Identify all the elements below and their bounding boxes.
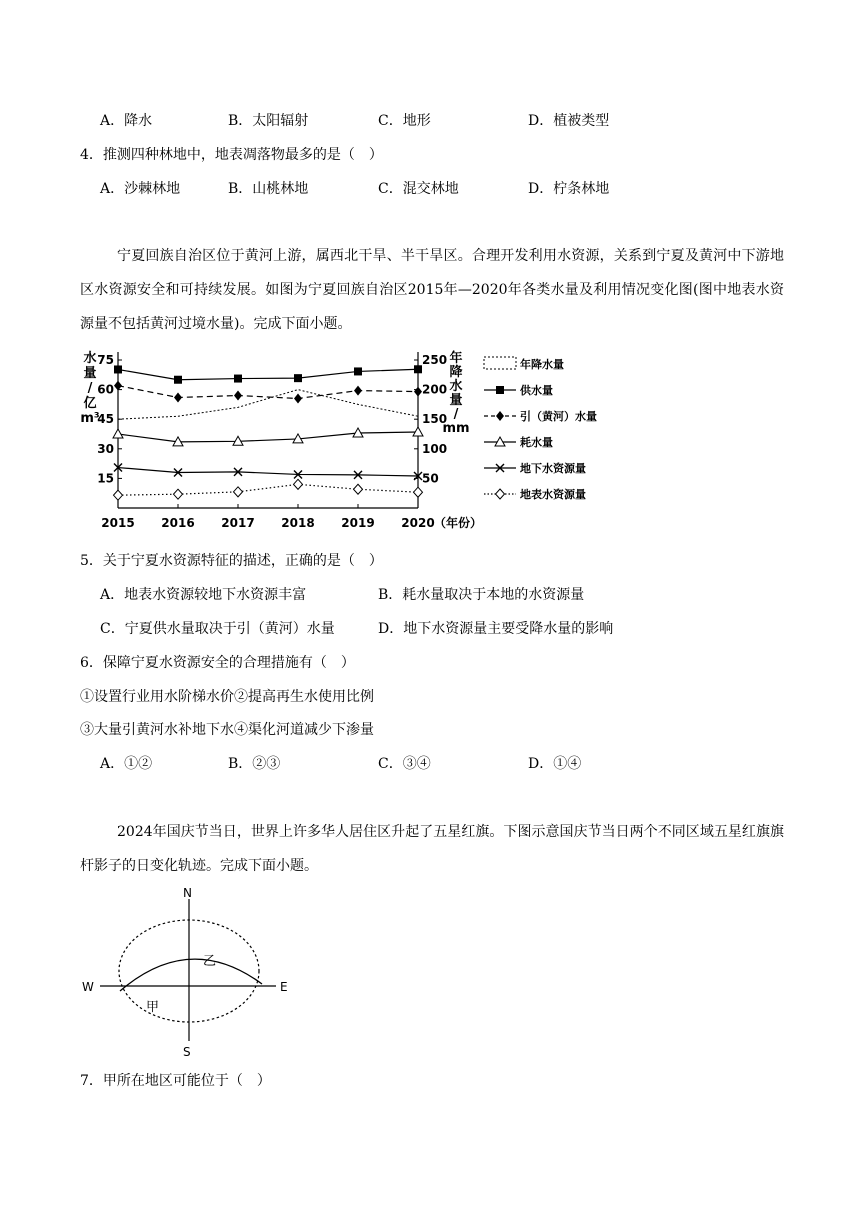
q6-option-d: D．①④ xyxy=(528,756,582,772)
q5-option-a: A．地表水资源较地下水资源丰富 xyxy=(100,587,307,603)
legend-marker xyxy=(496,386,504,394)
q6-statements-2: ③大量引黄河水补地下水④渠化河道减少下渗量 xyxy=(80,722,374,738)
q4-option-a: A．沙棘林地 xyxy=(100,181,181,197)
q3-option-a: A．降水 xyxy=(100,113,153,129)
right-tick-label: 100 xyxy=(422,441,448,456)
series-1-point xyxy=(414,365,422,373)
legend-label: 地下水资源量 xyxy=(520,462,586,475)
series-3-point xyxy=(113,429,123,438)
q5-option-b: B．耗水量取决于本地的水资源量 xyxy=(378,587,585,603)
left-tick-label: 30 xyxy=(97,441,114,456)
series-3-line xyxy=(118,432,418,442)
label-jia: 甲 xyxy=(146,1000,160,1015)
legend-swatch xyxy=(484,357,516,369)
left-tick-label: 75 xyxy=(97,353,114,367)
series-2-point xyxy=(234,391,242,401)
q3-option-d: D．植被类型 xyxy=(528,113,610,129)
q4-stem: 4．推测四种林地中，地表凋落物最多的是（ ） xyxy=(80,147,383,163)
x-tick-label: 2016 xyxy=(161,516,195,530)
water-resources-chart xyxy=(78,346,618,542)
q5-option-c: C．宁夏供水量取决于引（黄河）水量 xyxy=(100,621,335,637)
legend-label: 地表水资源量 xyxy=(520,488,586,501)
q3-option-b: B．太阳辐射 xyxy=(228,113,309,129)
right-tick-label: 50 xyxy=(422,471,439,486)
series-5-point xyxy=(174,489,183,499)
passage-national-day: 2024年国庆节当日，世界上许多华人居住区升起了五星红旗。下图示意国庆节当日两个不同区域五星红旗旗杆影子的日变化轨迹。完成下面小题。 xyxy=(80,824,784,874)
x-tick-label: 2020 xyxy=(401,516,435,530)
left-tick-label: 60 xyxy=(97,382,114,397)
passage-ningxia: 宁夏回族自治区位于黄河上游，属西北干旱、半干旱区。合理开发利用水资源，关系到宁夏及黄河中下游地区水资源安全和可持续发展。如图为宁夏回族自治区2015年—2020年各类水量及利用情况变化图(图中地表水资源量不包括黄河过境水量)。完成下面小题。 xyxy=(80,248,784,332)
north-label: N xyxy=(183,886,192,900)
left-axis-title: 水量/亿 m³ xyxy=(80,351,100,426)
series-1-point xyxy=(174,376,182,384)
q4-option-c: C．混交林地 xyxy=(378,181,459,197)
series-5-point xyxy=(114,490,123,500)
series-1-point xyxy=(234,375,242,383)
series-5-point xyxy=(294,479,303,489)
series-5-point xyxy=(414,487,423,497)
q5-stem: 5．关于宁夏水资源特征的描述，正确的是（ ） xyxy=(80,553,383,569)
q3-option-c: C．地形 xyxy=(378,113,431,129)
x-tick-label: 2015 xyxy=(101,516,135,530)
x-tick-label: 2019 xyxy=(341,516,375,530)
legend-label: 耗水量 xyxy=(520,436,553,449)
q7-stem: 7．甲所在地区可能位于（ ） xyxy=(80,1073,271,1089)
q4-option-d: D．柠条林地 xyxy=(528,181,610,197)
south-label: S xyxy=(183,1045,191,1059)
series-5-point xyxy=(354,484,363,494)
legend-label: 年降水量 xyxy=(520,358,564,371)
series-1-point xyxy=(114,365,122,373)
legend-label: 引（黄河）水量 xyxy=(520,410,597,423)
series-2-point xyxy=(294,393,302,403)
q6-option-c: C．③④ xyxy=(378,756,431,772)
series-2-point xyxy=(414,387,422,397)
q6-statements-1: ①设置行业用水阶梯水价②提高再生水使用比例 xyxy=(80,689,374,705)
right-tick-label: 150 xyxy=(422,412,448,427)
q4-option-b: B．山桃林地 xyxy=(228,181,309,197)
x-axis-suffix: （年份） xyxy=(434,516,483,530)
x-tick-label: 2017 xyxy=(221,516,255,530)
legend-marker xyxy=(496,489,505,499)
series-4-line xyxy=(118,468,418,476)
right-tick-label: 250 xyxy=(422,353,448,367)
series-1-line xyxy=(118,369,418,379)
series-2-point xyxy=(354,386,362,396)
east-label: E xyxy=(280,980,288,994)
right-axis-title: 年降水量/ mm xyxy=(442,351,470,436)
series-2-point xyxy=(174,392,182,402)
shadow-trajectory-diagram xyxy=(70,885,310,1065)
x-tick-label: 2018 xyxy=(281,516,315,530)
right-tick-label: 200 xyxy=(422,382,448,397)
series-1-point xyxy=(354,367,362,375)
q6-stem: 6．保障宁夏水资源安全的合理措施有（ ） xyxy=(80,655,355,671)
series-5-line xyxy=(118,484,418,495)
legend-label: 供水量 xyxy=(520,384,553,397)
q6-option-a: A．①② xyxy=(100,756,153,772)
series-1-point xyxy=(294,374,302,382)
left-tick-label: 45 xyxy=(97,412,114,427)
q5-option-d: D．地下水资源量主要受降水量的影响 xyxy=(378,621,614,637)
left-tick-label: 15 xyxy=(97,471,114,486)
legend-marker xyxy=(496,411,504,421)
series-5-point xyxy=(234,487,243,497)
series-2-line xyxy=(118,386,418,399)
q6-option-b: B．②③ xyxy=(228,756,281,772)
label-yi: 乙 xyxy=(203,954,217,969)
west-label: W xyxy=(82,980,94,994)
